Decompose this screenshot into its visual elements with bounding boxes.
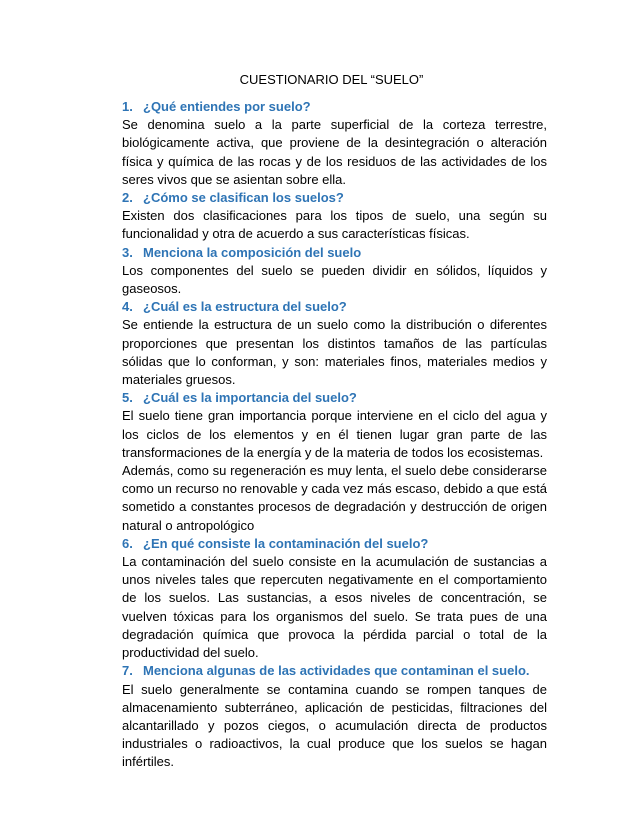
- question-number: 7.: [122, 663, 133, 679]
- answer-paragraph: Se entiende la estructura de un suelo como la distribución o diferentes proporciones que presentan los distintos tamaños de las partículas sólidas que lo conforman, y son: materiales finos, materiales medios y materiales gruesos.: [122, 317, 547, 388]
- question-heading: [122, 389, 547, 407]
- qa-item-1: [122, 98, 547, 189]
- question-text: ¿Cómo se clasifican los suelos?: [143, 190, 344, 206]
- answer-paragraph: Los componentes del suelo se pueden dividir en sólidos, líquidos y gaseosos.: [122, 262, 547, 297]
- qa-item-4: [122, 298, 547, 389]
- qa-item-6: [122, 535, 547, 662]
- question-heading: [122, 298, 547, 316]
- answer-paragraph: El suelo generalmente se contamina cuando se rompen tanques de almacenamiento subterráneo, aplicación de pesticidas, filtraciones del alcantarillado y pozos ciegos, o acumulación directa de productos industriales o radioactivos, la cual produce que los suelos se hagan infértiles.: [122, 681, 547, 770]
- question-number: 6.: [122, 535, 133, 551]
- question-number: 3.: [122, 244, 133, 260]
- qa-item-2: [122, 189, 547, 244]
- answer-paragraph: El suelo tiene gran importancia porque interviene en el ciclo del agua y los ciclos de los elementos y en él tienen lugar gran parte de las transformaciones de la energía y de la materia de todos los ecosistemas.: [122, 408, 547, 460]
- question-text: ¿Cuál es la estructura del suelo?: [143, 299, 347, 315]
- question-text: ¿En qué consiste la contaminación del suelo?: [143, 535, 429, 551]
- question-text: Menciona la composición del suelo: [143, 244, 362, 260]
- question-text: ¿Cuál es la importancia del suelo?: [143, 390, 357, 406]
- question-heading: [122, 98, 547, 116]
- question-heading: [122, 535, 547, 553]
- question-heading: [122, 189, 547, 207]
- qa-item-5: [122, 389, 547, 535]
- answer-paragraph: La contaminación del suelo consiste en la acumulación de sustancias a unos niveles tales que repercuten negativamente en el comportamiento de los suelos. Las sustancias, a esos niveles de concentración, se vuelven tóxicas para los organismos del suelo. Se trata pues de una degradación química que provoca la pérdida parcial o total de la productividad del suelo.: [122, 554, 547, 661]
- question-number: 5.: [122, 390, 133, 406]
- question-number: 4.: [122, 299, 133, 315]
- qa-item-7: [122, 662, 547, 771]
- qa-item-3: [122, 244, 547, 299]
- question-heading: [122, 244, 547, 262]
- question-text: Menciona algunas de las actividades que contaminan el suelo.: [143, 663, 530, 679]
- document-title: CUESTIONARIO DEL “SUELO”: [239, 72, 424, 87]
- question-text: ¿Qué entiendes por suelo?: [143, 99, 311, 114]
- answer-paragraph: Además, como su regeneración es muy lenta, el suelo debe considerarse como un recurso no renovable y cada vez más escaso, debido a que está sometido a constantes procesos de degradación y destrucción de origen natural o antropológico: [122, 463, 547, 533]
- question-number: 2.: [122, 190, 133, 206]
- question-number: 1.: [122, 99, 133, 114]
- answer-paragraph: Existen dos clasificaciones para los tipos de suelo, una según su funcionalidad y otra de acuerdo a sus características físicas.: [122, 208, 547, 242]
- question-heading: [122, 662, 547, 680]
- answer-paragraph: Se denomina suelo a la parte superficial de la corteza terrestre, biológicamente activa, que proviene de la desintegración o alteración física y química de las rocas y de los residuos de las actividades de los seres vivos que se asientan sobre ella.: [122, 117, 547, 187]
